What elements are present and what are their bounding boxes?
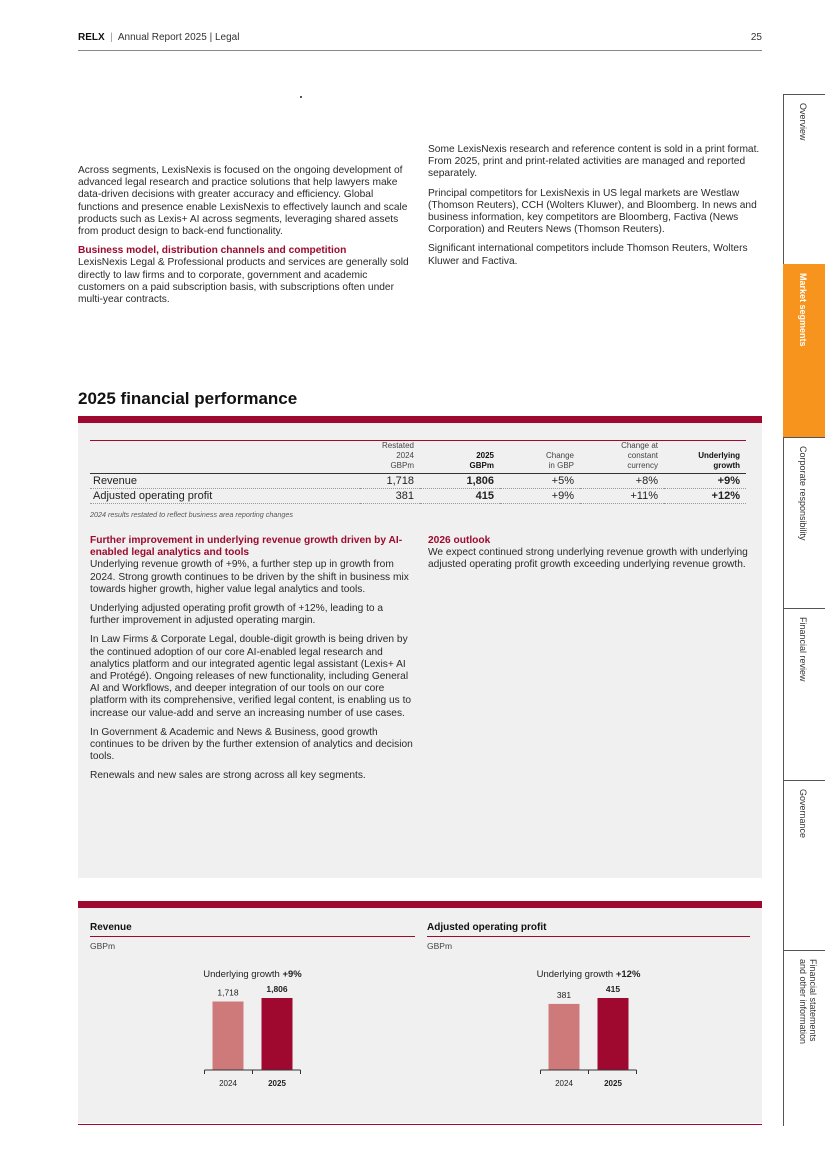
- side-tab-governance[interactable]: [783, 780, 825, 951]
- performance-paragraph-2: Underlying adjusted operating profit growth of +12%, leading to a further improvement in adjusted operating margin.: [90, 603, 384, 627]
- revenue-chart: [90, 922, 415, 951]
- profit-chart: [427, 922, 750, 951]
- table-header-change: Change in GBP: [500, 441, 580, 474]
- side-tab-financial-review[interactable]: [783, 608, 825, 781]
- side-tab-label: Governance: [798, 789, 808, 839]
- financial-table: [90, 441, 746, 504]
- bar-2025: [598, 998, 629, 1070]
- table-header-2024: Restated 2024 GBPm: [360, 441, 420, 474]
- table-header-underlying: Underlying growth: [664, 441, 746, 474]
- performance-paragraph-5: Renewals and new sales are strong across all key segments.: [90, 770, 366, 782]
- cell-2025: 415: [420, 489, 500, 504]
- side-tab-label: Overview: [798, 103, 808, 141]
- chart-title: Revenue: [90, 922, 132, 933]
- performance-paragraph-4: In Government & Academic and News & Business, good growth continues to be driven by the further extension of analytics and decision tools.: [90, 726, 413, 763]
- decorative-dot: [300, 96, 302, 98]
- chart-title: Adjusted operating profit: [427, 922, 547, 933]
- table-header-2025: 2025 GBPm: [420, 441, 500, 474]
- side-tab-corporate-responsibility[interactable]: [783, 437, 825, 609]
- cell-2025: 1,806: [420, 474, 500, 489]
- revenue-chart-svg: [90, 962, 415, 1102]
- bar-2024: [549, 1004, 580, 1070]
- panel-top-bar: [78, 416, 762, 423]
- side-tab-market-segments[interactable]: [783, 264, 825, 438]
- intro-right-column: [428, 144, 762, 275]
- cell-underlying: +9%: [664, 474, 746, 489]
- bar-2025: [262, 998, 293, 1070]
- value-label: 381: [556, 989, 572, 1000]
- growth-label: Underlying growth +9%: [203, 969, 302, 980]
- competitors-paragraph: Principal competitors for LexisNexis in US legal markets are Westlaw (Thomson Reuters), CCH (Wolters Kluwer), and Bloomberg. In news and business information, key competitors are Bloomberg, Factiva (News Corporation) and Reuters News (Thomson Reuters).: [428, 187, 757, 236]
- report-title: Annual Report 2025 | Legal: [117, 32, 240, 43]
- side-tab-label: Corporate responsibility: [798, 446, 808, 541]
- outlook-heading: 2026 outlook: [428, 535, 491, 546]
- financial-table-wrap: [90, 440, 746, 519]
- performance-paragraph-1: Underlying revenue growth of +9%, a further step up in growth from 2024. Strong growth continues to be driven by the shift in business mix towards higher growth, higher value legal analytics and tools.: [90, 559, 409, 595]
- performance-heading: Further improvement in underlying revenue growth driven by AI-enabled legal analytics and tools: [90, 535, 403, 559]
- category-label: 2025: [604, 1079, 622, 1088]
- intro-paragraph: Across segments, LexisNexis is focused on the ongoing development of advanced legal research and practice solutions that help lawyers make data-driven decisions with greater accuracy and efficiency. Global functions and presence enable LexisNexis to effectively launch and scale products such as Lexis+ AI across segments, leveraging shared assets from product design to back-end functionality.: [78, 165, 408, 238]
- print-paragraph: Some LexisNexis research and reference content is sold in a print format. From 2025, print and print-related activities are managed and reported separately.: [428, 144, 760, 180]
- page-header: RELX | Annual Report 2025 | Legal 25: [78, 32, 762, 51]
- performance-left-column: [90, 535, 415, 790]
- bottom-rule: [78, 1124, 762, 1125]
- category-label: 2025: [268, 1079, 286, 1088]
- cell-2024: 1,718: [360, 474, 420, 489]
- international-paragraph: Significant international competitors include Thomson Reuters, Wolters Kluwer and Factiva.: [428, 243, 748, 267]
- value-label: 415: [605, 984, 621, 994]
- bar-2024: [213, 1002, 244, 1070]
- value-label: 1,806: [266, 984, 288, 994]
- intro-left-column: [78, 165, 413, 313]
- chart-unit: GBPm: [90, 941, 116, 951]
- charts-top-bar: [78, 901, 762, 908]
- cell-change: +9%: [500, 489, 580, 504]
- table-row: [90, 474, 746, 489]
- side-tab-label: Financial statements and other information: [798, 959, 818, 1045]
- outlook-paragraph: We expect continued strong underlying revenue growth with underlying adjusted operating profit growth exceeding underlying revenue growth.: [428, 547, 748, 571]
- table-header-empty: [90, 441, 360, 474]
- table-header-constant: Change at constant currency: [580, 441, 664, 474]
- section-title: 2025 financial performance: [78, 389, 298, 408]
- cell-underlying: +12%: [664, 489, 746, 504]
- performance-paragraph-3: In Law Firms & Corporate Legal, double-digit growth is being driven by the continued adoption of our core AI-enabled legal research and analytics platform and our integrated agentic legal assistant (Lexis+ AI and Protégé). Ongoing releases of new functionality, including General AI and Workflows, and deeper integration of our tools on our core platform with its comprehensive, verified legal content, is enabling us to increase our value-add and serve an increasing number of use cases.: [90, 634, 412, 719]
- row-label: Adjusted operating profit: [90, 489, 360, 504]
- growth-label: Underlying growth +12%: [536, 969, 641, 980]
- page-number: 25: [750, 32, 762, 43]
- business-model-paragraph: LexisNexis Legal & Professional products and services are generally sold directly to law firms and to corporate, government and academic customers on a paid subscription basis, with subscriptions often under multi-year contracts.: [78, 257, 409, 306]
- cell-constant: +11%: [580, 489, 664, 504]
- category-label: 2024: [555, 1079, 573, 1088]
- table-header-row: [90, 441, 746, 474]
- side-tab-label: Market segments: [798, 273, 808, 347]
- brand-logo: RELX: [78, 32, 105, 43]
- table-footnote: 2024 results restated to reflect business area reporting changes: [90, 510, 293, 519]
- cell-constant: +8%: [580, 474, 664, 489]
- chart-rule: [90, 936, 415, 937]
- business-model-heading: Business model, distribution channels and competition: [78, 245, 347, 257]
- side-tab-label: Financial review: [798, 617, 808, 682]
- value-label: 1,718: [217, 987, 239, 998]
- category-label: 2024: [219, 1079, 237, 1088]
- side-tab-financial-statements[interactable]: [783, 950, 825, 1126]
- cell-2024: 381: [360, 489, 420, 504]
- chart-unit: GBPm: [427, 941, 453, 951]
- table-row: [90, 489, 746, 504]
- row-label: Revenue: [90, 474, 360, 489]
- chart-rule: [427, 936, 750, 937]
- profit-chart-svg: [427, 962, 750, 1102]
- side-tab-overview[interactable]: [783, 94, 825, 265]
- outlook-column: [428, 535, 748, 579]
- cell-change: +5%: [500, 474, 580, 489]
